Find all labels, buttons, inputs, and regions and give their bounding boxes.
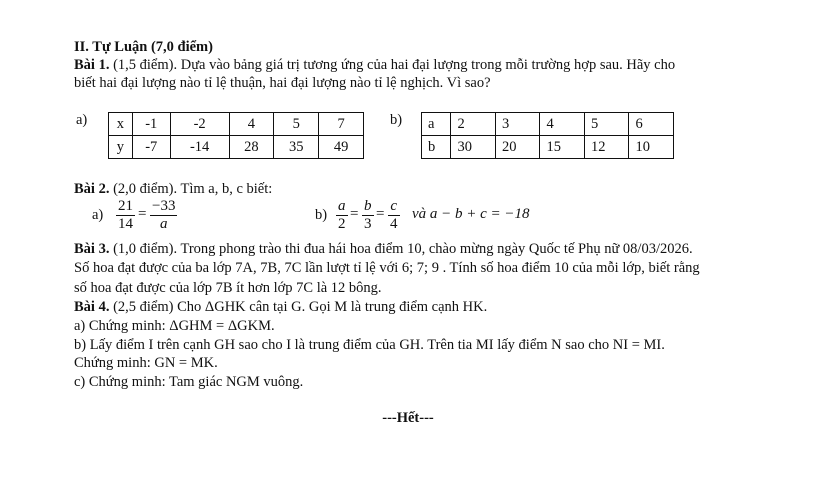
bai3-line2: Số hoa đạt được của ba lớp 7A, 7B, 7C lần lượt tỉ lệ với 6; 7; 9 . Tính số hoa điểm 10 của mỗi lớp, biết rằng: [74, 260, 700, 276]
bai4-part-a: a) Chứng minh: ΔGHM = ΔGKM.: [74, 318, 275, 334]
bai3-text-1: (1,0 điểm). Trong phong trào thi đua hái hoa điểm 10, chào mừng ngày Quốc tế Phụ nữ 08/03/2026.: [109, 241, 693, 257]
bai1-label: Bài 1.: [74, 57, 110, 73]
table-b-cell: 30: [451, 136, 496, 159]
table-a-cell: -14: [170, 136, 229, 159]
table-a-cell: 49: [319, 136, 364, 159]
bai3-line1: [74, 240, 693, 258]
table-b-cell: 10: [629, 136, 674, 159]
table-b-row: [422, 136, 674, 159]
bai4-part-c: c) Chứng minh: Tam giác NGM vuông.: [74, 374, 304, 390]
table-a-cell: 5: [274, 113, 319, 136]
equals-sign: =: [138, 206, 147, 222]
table-a-cell: -7: [132, 136, 170, 159]
fraction-a-2: [336, 198, 348, 233]
end-marker: ---Hết---: [382, 410, 434, 426]
bai3-label: Bài 3.: [74, 241, 110, 257]
table-a-row: [109, 136, 364, 159]
table-a-cell: 35: [274, 136, 319, 159]
bai1-line1: [74, 56, 675, 74]
table-a: [108, 112, 364, 159]
table-b-cell: a: [422, 113, 451, 136]
bai1-text-1: (1,5 điểm). Dựa vào bảng giá trị tương ứng của hai đại lượng trong mỗi trường hợp sau. Hãy cho: [109, 57, 676, 73]
table-b-cell: 2: [451, 113, 496, 136]
bai4-text-1: (2,5 điểm) Cho ΔGHK cân tại G. Gọi M là trung điểm cạnh HK.: [109, 299, 488, 315]
table-b-label: b): [390, 112, 403, 128]
section-title: II. Tự Luận (7,0 điểm): [74, 39, 213, 55]
table-b-cell: 15: [540, 136, 585, 159]
table-b-cell: 6: [629, 113, 674, 136]
bai2-a-label: a): [92, 207, 104, 223]
condition-text: và a − b + c = −18: [412, 206, 530, 222]
fraction-den: a: [159, 216, 168, 232]
table-b-row: [422, 113, 674, 136]
fraction-21-14: [116, 198, 135, 233]
fraction-b-3: [362, 198, 374, 233]
fraction-den: 14: [118, 216, 133, 232]
bai4-part-b-1: b) Lấy điểm I trên cạnh GH sao cho I là trung điểm của GH. Trên tia MI lấy điểm N sao cho NI = MI.: [74, 337, 665, 353]
fraction-den: 4: [390, 216, 398, 232]
table-a-cell: 28: [229, 136, 274, 159]
fraction-num: a: [338, 198, 346, 214]
fraction-num: c: [390, 198, 398, 214]
bai4-line1: [74, 298, 487, 316]
bai1-line2: biết hai đại lượng nào tỉ lệ thuận, hai đại lượng nào tỉ lệ nghịch. Vì sao?: [74, 75, 491, 91]
table-b-cell: 20: [495, 136, 540, 159]
bai2-b-label: b): [315, 207, 328, 223]
table-b-cell: 12: [584, 136, 629, 159]
table-a-cell: -1: [132, 113, 170, 136]
table-b-cell: 5: [584, 113, 629, 136]
table-a-cell: y: [109, 136, 133, 159]
equals-sign: =: [350, 206, 359, 222]
table-a-label: a): [76, 112, 88, 128]
table-a-cell: -2: [170, 113, 229, 136]
bai2-line: [74, 180, 272, 198]
bai2-text: (2,0 điểm). Tìm a, b, c biết:: [109, 181, 273, 197]
table-a-row: [109, 113, 364, 136]
table-a-cell: 4: [229, 113, 274, 136]
fraction-neg33-a: [150, 198, 177, 233]
bai4-part-b-2: Chứng minh: GN = MK.: [74, 355, 218, 371]
bai2-label: Bài 2.: [74, 181, 110, 197]
table-a-cell: 7: [319, 113, 364, 136]
table-b-cell: b: [422, 136, 451, 159]
bai4-label: Bài 4.: [74, 299, 110, 315]
bai3-line3: số hoa đạt được của lớp 7B ít hơn lớp 7C là 12 bông.: [74, 280, 382, 296]
fraction-num: b: [364, 198, 372, 214]
table-a-cell: x: [109, 113, 133, 136]
fraction-num: −33: [152, 198, 176, 214]
equals-sign: =: [376, 206, 385, 222]
fraction-c-4: [388, 198, 400, 233]
table-b-cell: 3: [495, 113, 540, 136]
fraction-num: 21: [118, 198, 133, 214]
fraction-den: 2: [338, 216, 346, 232]
table-b-cell: 4: [540, 113, 585, 136]
fraction-den: 3: [364, 216, 372, 232]
table-b: [421, 112, 674, 159]
